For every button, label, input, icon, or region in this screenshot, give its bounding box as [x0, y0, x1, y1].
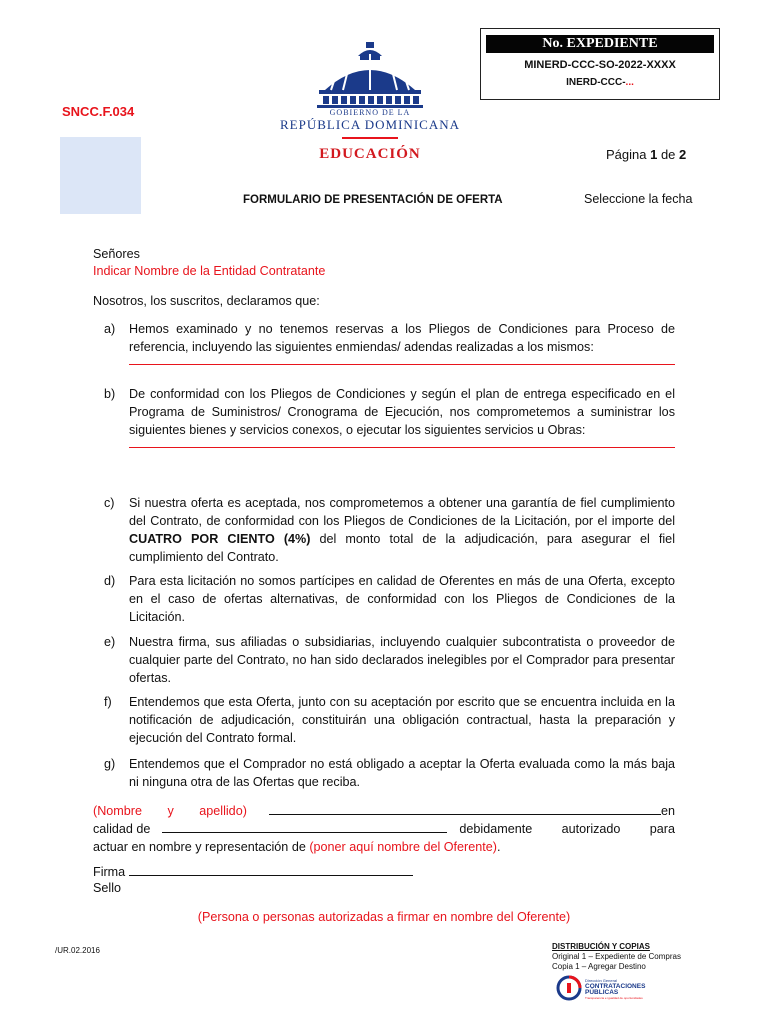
- entity-logo-placeholder[interactable]: [60, 137, 141, 214]
- calidad-de-text: calidad de: [93, 822, 151, 836]
- declaration-item-f: [104, 693, 675, 747]
- item-text: Hemos examinado y no tenemos reservas a los Pliegos de Condiciones para Proceso de referencia, incluyendo las siguientes enmiendas/ adendas realizadas a los mismos:: [129, 322, 675, 354]
- expediente-title: No. EXPEDIENTE: [486, 35, 714, 53]
- bienes-fill-line[interactable]: [129, 439, 675, 448]
- item-text: Nuestra firma, sus afiliadas o subsidiarias, incluyendo cualquier subcontratista o proveedor de cualquier parte del Contrato, no han sido declarados inelegibles por el Comprador para presentar ofertas.: [129, 635, 675, 685]
- date-picker-field[interactable]: Seleccione la fecha: [584, 192, 693, 206]
- cp-logo-line2: CONTRATACIONES: [585, 983, 646, 990]
- nombre-apellido-placeholder: (Nombre y apellido): [93, 804, 247, 818]
- document-reference: /UR.02.2016: [55, 946, 100, 955]
- item-label: g): [104, 757, 116, 771]
- firma-line: [93, 863, 413, 881]
- firma-label: Firma: [93, 865, 126, 879]
- item-text: Para esta licitación no somos partícipes en calidad de Oferentes en más de una Oferta, excepto en el caso de ofertas alternativas, de conformidad con los Pliegos de Condiciones de la Licitación.: [129, 574, 675, 624]
- intro-text: Nosotros, los suscritos, declaramos que:: [93, 294, 320, 308]
- declaration-item-b: [104, 385, 675, 448]
- oferente-placeholder[interactable]: (poner aquí nombre del Oferente): [309, 840, 497, 854]
- en-text: en: [660, 804, 675, 818]
- firma-input-line[interactable]: [129, 863, 413, 876]
- item-label: d): [104, 574, 116, 588]
- page-number: Página 1 de 2: [606, 147, 687, 162]
- authorized-persons-note: (Persona o personas autorizadas a firmar en nombre del Oferente): [197, 910, 571, 924]
- item-text: De conformidad con los Pliegos de Condiciones y según el plan de entrega especificado en el Programa de Suministros/ Cronograma de Ejecución, nos comprometemos a suministrar los siguientes bienes y servicios conexos, o ejecutar los siguientes servicios u Obras:: [129, 387, 675, 437]
- expediente-code-secondary[interactable]: INERD-CCC-...: [566, 77, 634, 88]
- form-code: SNCC.F.034: [62, 104, 135, 119]
- logo-divider: [342, 137, 398, 139]
- cp-logo-line3: PÚBLICAS: [585, 989, 619, 996]
- declaration-item-e: [104, 633, 675, 687]
- expediente-code[interactable]: MINERD-CCC-SO-2022-XXXX: [524, 59, 676, 71]
- distribution-copy: Copia 1 – Agregar Destino: [552, 962, 646, 971]
- enmiendas-fill-line[interactable]: [129, 356, 675, 365]
- declaration-item-g: [104, 755, 675, 791]
- item-text: Entendemos que el Comprador no está obligado a aceptar la Oferta evaluada como la más baja ni ninguna otra de las Ofertas que reciba.: [129, 757, 675, 789]
- logo-republica: REPÚBLICA DOMINICANA: [280, 117, 460, 132]
- cp-logo-line1: Dirección General: [585, 978, 618, 983]
- declaration-item-d: [104, 572, 675, 626]
- item-label: e): [104, 635, 116, 649]
- debidamente-text: debidamente autorizado para: [459, 822, 675, 836]
- salutation: Señores: [93, 247, 140, 261]
- declaration-item-c: [104, 494, 675, 566]
- item-label: c): [104, 496, 115, 510]
- item-label: b): [104, 387, 116, 401]
- declaration-item-a: [104, 320, 675, 365]
- nombre-input-line[interactable]: [269, 802, 661, 815]
- distribution-copies: [552, 942, 681, 972]
- entity-name-field[interactable]: Indicar Nombre de la Entidad Contratante: [93, 264, 326, 278]
- calidad-input-line[interactable]: [162, 820, 447, 833]
- logo-gobierno: GOBIERNO DE LA: [329, 108, 411, 117]
- actuar-text: actuar en nombre y representación de: [93, 840, 310, 854]
- sello-label: Sello: [93, 881, 122, 895]
- item-label: a): [104, 322, 116, 336]
- expediente-box: [480, 28, 720, 100]
- cp-logo-tagline: Transparencia e igualdad de oportunidades: [585, 996, 643, 1000]
- distribution-original: Original 1 – Expediente de Compras: [552, 952, 681, 961]
- contrataciones-publicas-logo: [555, 975, 685, 1001]
- item-text: Entendemos que esta Oferta, junto con su aceptación por escrito que se encuentra incluida en la notificación de adjudicación, constituirán una obligación contractual, hasta la preparación y ejecución del Contrato formal.: [129, 695, 675, 745]
- item-text: Si nuestra oferta es aceptada, nos comprometemos a obtener una garantía de fiel cumplimiento del Contrato, de conformidad con los Pliegos de Condiciones de la Licitación, por el importe del CUATRO POR CIENTO (4%) del monto total de la adjudicación, para asegurar el fiel cumplimiento del Contrato.: [129, 496, 675, 564]
- signature-block: (Nombre y apellido) en calidad de debidamente autorizado para actuar en nombre y representación de (poner aquí nombre del Oferente).: [93, 804, 675, 854]
- form-title: FORMULARIO DE PRESENTACIÓN DE OFERTA: [243, 194, 503, 206]
- item-label: f): [104, 695, 112, 709]
- distribution-title: DISTRIBUCIÓN Y COPIAS: [552, 942, 650, 951]
- logo-educacion: EDUCACIÓN: [319, 146, 421, 162]
